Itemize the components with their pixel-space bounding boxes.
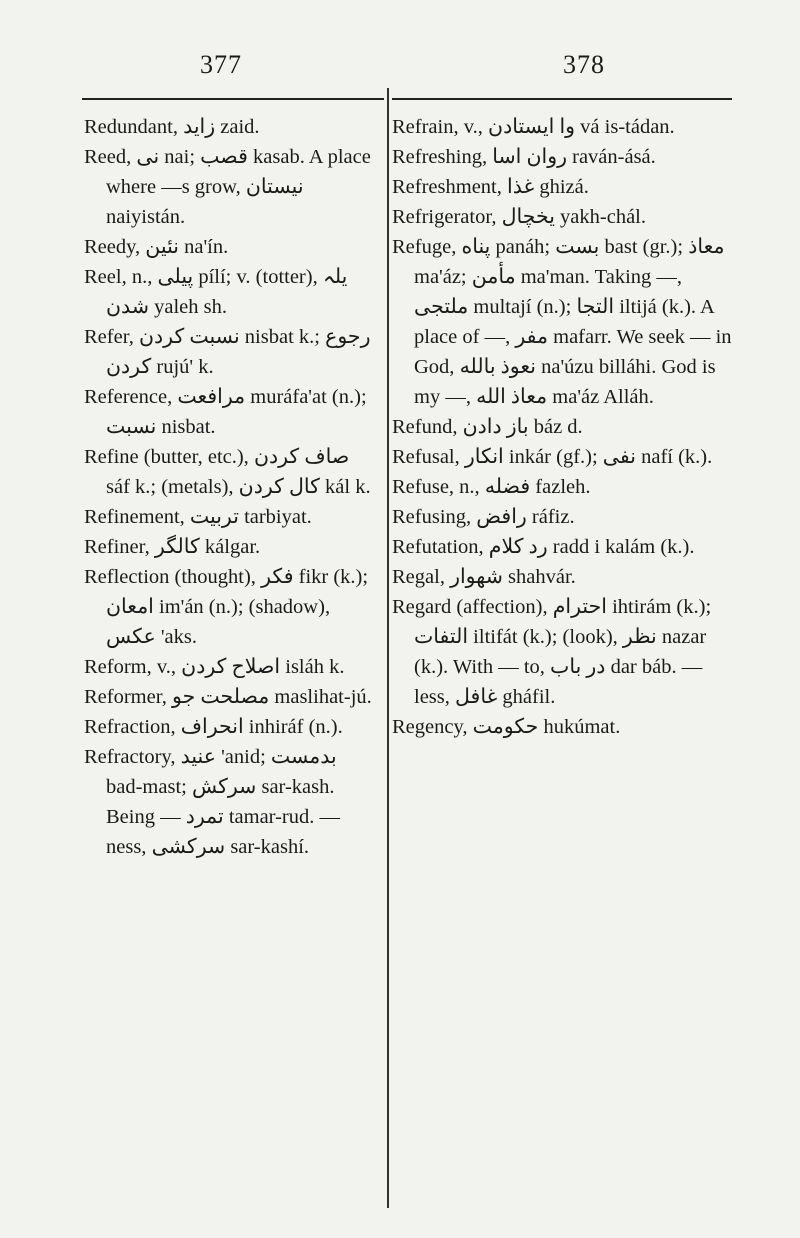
- header-rule-left: [82, 98, 384, 100]
- page-number-right: 378: [563, 50, 605, 79]
- dictionary-entry: Regal, شهوار shahvár.: [392, 566, 576, 588]
- dictionary-entry: Regency, حکومت hukúmat.: [392, 716, 621, 738]
- dictionary-entry: Refusal, انکار inkár (gf.); نفی nafí (k.).: [392, 446, 713, 468]
- dictionary-entry: Refusing, رافض ráfiz.: [392, 506, 575, 528]
- dictionary-entry: Refraction, انحراف inhiráf (n.).: [84, 716, 343, 738]
- dictionary-entry: Refer, نسبت کردن nisbat k.; رجوع کردن rujú' k.: [84, 326, 371, 378]
- page-number-left: 377: [200, 50, 242, 79]
- dictionary-entry: Reform, v., اصلاح کردن isláh k.: [84, 656, 345, 678]
- dictionary-entry: Redundant, زاید zaid.: [84, 116, 260, 138]
- dictionary-entry: Reformer, مصلحت جو maslihat-jú.: [84, 686, 372, 708]
- dictionary-entry: Refreshing, روان اسا raván-ásá.: [392, 146, 656, 168]
- dictionary-entry: Regard (affection), احترام ihtirám (k.); التفات iltifát (k.); (look), نظر nazar (k.). With — to, در باب dar báb. —less, غافل gháfil.: [392, 596, 712, 708]
- dictionary-entry: Refine (butter, etc.), صاف کردن sáf k.; (metals), کال کردن kál k.: [84, 446, 371, 498]
- header-rule-right: [392, 98, 732, 100]
- dictionary-entry: Reel, n., پیلی pílí; v. (totter), یلہ شدن yaleh sh.: [84, 266, 348, 318]
- dictionary-entry: Refutation, رد کلام radd i kalám (k.).: [392, 536, 695, 558]
- dictionary-entry: Refuge, پناه panáh; بست bast (gr.); معاذ ma'áz; مأمن ma'man. Taking —, ملتجی multají (n.); التجا iltijá (k.). A place of —, مفر mafarr. We seek — in God, نعوذ بالله na'úzu billáhi. God is my —, معاذ الله ma'áz Alláh.: [392, 236, 732, 408]
- column-divider: [387, 88, 389, 1208]
- dictionary-entry: Reference, مرافعت muráfa'at (n.); نسبت nisbat.: [84, 386, 367, 438]
- dictionary-entry: Reedy, نئین na'ín.: [84, 236, 229, 258]
- left-column: [84, 112, 376, 862]
- dictionary-entry: Refrain, v., وا ایستادن vá is-tádan.: [392, 116, 675, 138]
- dictionary-entry: Reed, نی nai; قصب kasab. A place where —s grow, نیستان naiyistán.: [84, 146, 371, 228]
- dictionary-entry: Refrigerator, یخچال yakh-chál.: [392, 206, 646, 228]
- dictionary-entry: Refinement, تربیت tarbiyat.: [84, 506, 312, 528]
- right-column: [392, 112, 732, 742]
- dictionary-entry: Refractory, عنید 'anid; بدمست bad-mast; سرکش sar-kash. Being — تمرد tamar-rud. —ness, سرکشی sar-kashí.: [84, 746, 341, 858]
- dictionary-entry: Reflection (thought), فکر fikr (k.); امعان im'án (n.); (shadow), عکس 'aks.: [84, 566, 369, 648]
- dictionary-entry: Refuse, n., فضله fazleh.: [392, 476, 591, 498]
- dictionary-entry: Refiner, کالگر kálgar.: [84, 536, 261, 558]
- dictionary-entry: Refund, باز دادن báz d.: [392, 416, 583, 438]
- dictionary-entry: Refreshment, غذا ghizá.: [392, 176, 589, 198]
